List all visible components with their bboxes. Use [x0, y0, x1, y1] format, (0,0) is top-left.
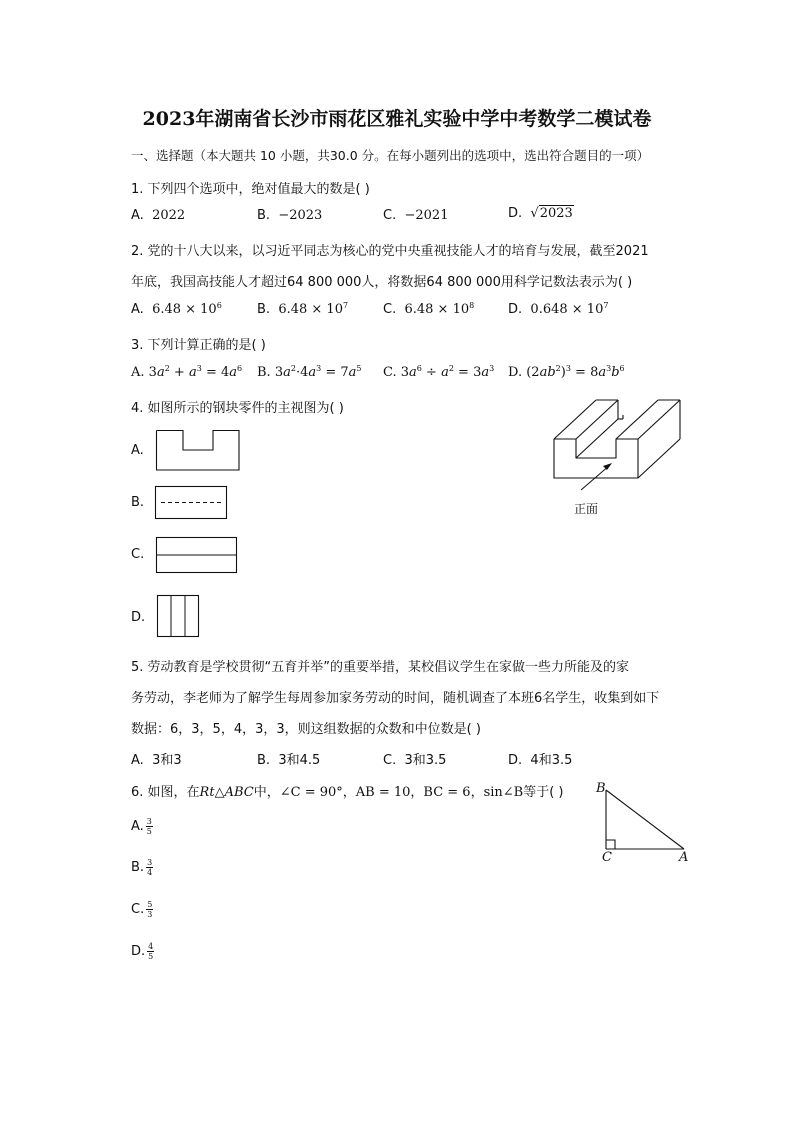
q2-option-a[interactable]	[131, 302, 222, 317]
option-value: 4和3.5	[530, 753, 573, 768]
numerator: 4	[148, 942, 154, 951]
q6-option-d[interactable]	[131, 942, 154, 961]
option-label: A.	[131, 208, 144, 223]
option-label: D.	[508, 206, 523, 221]
page-title: 2023年湖南省长沙市雨花区雅礼实验中学中考数学二模试卷	[142, 108, 652, 130]
stem-math: ABC	[224, 785, 254, 800]
q6-option-a[interactable]	[131, 817, 153, 836]
q1-option-d[interactable]	[508, 206, 574, 221]
fraction	[147, 942, 154, 961]
option-exponent: 6	[216, 301, 222, 310]
fraction	[146, 817, 153, 836]
question-3-stem: 3. 下列计算正确的是( )	[131, 338, 266, 353]
q3-option-b[interactable]: B. $3a^2\cdot 4a^3 = 7a^5$	[257, 364, 362, 380]
vertex-a-label: A	[679, 850, 689, 865]
option-value: 3和3.5	[404, 753, 447, 768]
q3-option-d[interactable]: D. $(2ab^2)^3 = 8a^3b^6$	[508, 364, 625, 380]
section-heading: 一、选择题（本大题共 10 小题，共30.0 分。在每小题列出的选项中，选出符合题目的一项）	[131, 148, 650, 163]
numerator: 3	[147, 858, 153, 867]
option-label: C.	[383, 208, 397, 223]
q4-option-b-label[interactable]: B.	[131, 495, 145, 510]
q3-option-c[interactable]: C. $3a^6 \div a^2 = 3a^3$	[383, 364, 495, 380]
option-label: C.	[383, 753, 397, 768]
stem-text: 中，	[253, 785, 280, 800]
option-value: −2023	[278, 208, 323, 223]
option-label: B.	[257, 753, 271, 768]
option-label: B.	[257, 208, 271, 223]
denominator: 5	[146, 827, 152, 836]
q1-option-b[interactable]	[257, 208, 322, 223]
q4-option-a-label[interactable]: A.	[131, 443, 144, 458]
question-2-line-1: 2. 党的十八大以来，以习近平同志为核心的党中央重视技能人才的培育与发展，截至2021	[131, 244, 649, 259]
fraction	[146, 900, 153, 919]
q4-option-a-figure	[156, 430, 241, 472]
triangle-symbol: △	[214, 785, 225, 800]
option-base: 6.48 × 10	[278, 302, 343, 317]
vertex-c-label: C	[602, 850, 612, 865]
radicand: 2023	[539, 206, 573, 221]
option-base: 0.648 × 10	[530, 302, 604, 317]
q4-option-d-figure	[157, 595, 201, 639]
q4-option-c-label[interactable]: C.	[131, 547, 145, 562]
q5-option-a[interactable]	[131, 749, 182, 768]
option-label: B.	[257, 365, 271, 380]
option-exponent: 7	[342, 301, 349, 310]
option-label: D.	[131, 944, 146, 959]
q2-option-b[interactable]	[257, 302, 348, 317]
option-exponent: 7	[603, 301, 609, 310]
denominator: 3	[147, 910, 153, 919]
option-label: C.	[131, 902, 145, 917]
option-value: 3和3	[152, 753, 182, 768]
option-label: C.	[383, 302, 397, 317]
q4-option-d-label[interactable]: D.	[131, 610, 146, 625]
option-value: 2022	[152, 208, 186, 223]
numerator: 3	[146, 817, 152, 826]
question-4-stem: 4. 如图所示的钢块零件的主视图为( )	[131, 401, 344, 416]
option-base: 6.48 × 10	[152, 302, 217, 317]
question-6-stem	[131, 781, 564, 800]
q4-option-b-figure	[155, 486, 228, 520]
stem-text: 6. 如图，在	[131, 785, 200, 800]
q6-option-c[interactable]	[131, 900, 153, 919]
sqrt-expression: √2023	[530, 206, 573, 221]
denominator: 4	[147, 868, 153, 877]
option-value: −2021	[404, 208, 449, 223]
option-label: B.	[257, 302, 271, 317]
question-2-line-2: 年底，我国高技能人才超过64 800 000人，将数据64 800 000用科学记数法表示为( )	[131, 275, 633, 290]
q2-option-c[interactable]	[383, 302, 474, 317]
right-triangle-figure	[600, 788, 690, 852]
option-label: A.	[131, 365, 145, 380]
option-label: A.	[131, 819, 144, 834]
stem-text: 等于( )	[523, 785, 564, 800]
q1-option-c[interactable]	[383, 208, 448, 223]
fraction	[146, 858, 153, 877]
option-value: 3和4.5	[278, 753, 321, 768]
q5-option-d[interactable]	[508, 749, 572, 768]
question-1-stem: 1. 下列四个选项中，绝对值最大的数是( )	[131, 182, 370, 197]
question-5-line-3: 数据：6，3，5，4，3，3，则这组数据的众数和中位数是( )	[131, 722, 481, 737]
q4-option-c-figure	[156, 537, 238, 575]
q2-option-d[interactable]	[508, 302, 608, 317]
stem-math: Rt	[199, 785, 215, 800]
option-exponent: 8	[469, 301, 475, 310]
option-label: B.	[131, 860, 145, 875]
q3-option-a[interactable]: A. $3a^2 + a^3 = 4a^6$	[131, 364, 243, 380]
option-label: D.	[508, 302, 523, 317]
steel-block-3d-figure	[550, 395, 690, 495]
option-label: C.	[383, 365, 397, 380]
option-label: D.	[508, 365, 523, 380]
option-label: A.	[131, 302, 144, 317]
option-base: 6.48 × 10	[404, 302, 470, 317]
q5-option-c[interactable]	[383, 749, 446, 768]
q6-option-b[interactable]	[131, 858, 153, 877]
numerator: 5	[147, 900, 153, 909]
front-view-label: 正面	[574, 502, 599, 516]
vertex-b-label: B	[596, 781, 606, 796]
question-5-line-2: 务劳动，李老师为了解学生每周参加家务劳动的时间，随机调查了本班6名学生，收集到如下	[131, 691, 660, 706]
q1-option-a[interactable]	[131, 208, 185, 223]
q5-option-b[interactable]	[257, 749, 320, 768]
option-label: A.	[131, 753, 144, 768]
question-5-line-1: 5. 劳动教育是学校贯彻“五育并举”的重要举措，某校倡议学生在家做一些力所能及的家	[131, 660, 630, 675]
option-label: D.	[508, 753, 523, 768]
stem-conditions: ∠C = 90°，AB = 10，BC = 6，sin∠B	[279, 785, 524, 800]
denominator: 5	[148, 952, 154, 961]
